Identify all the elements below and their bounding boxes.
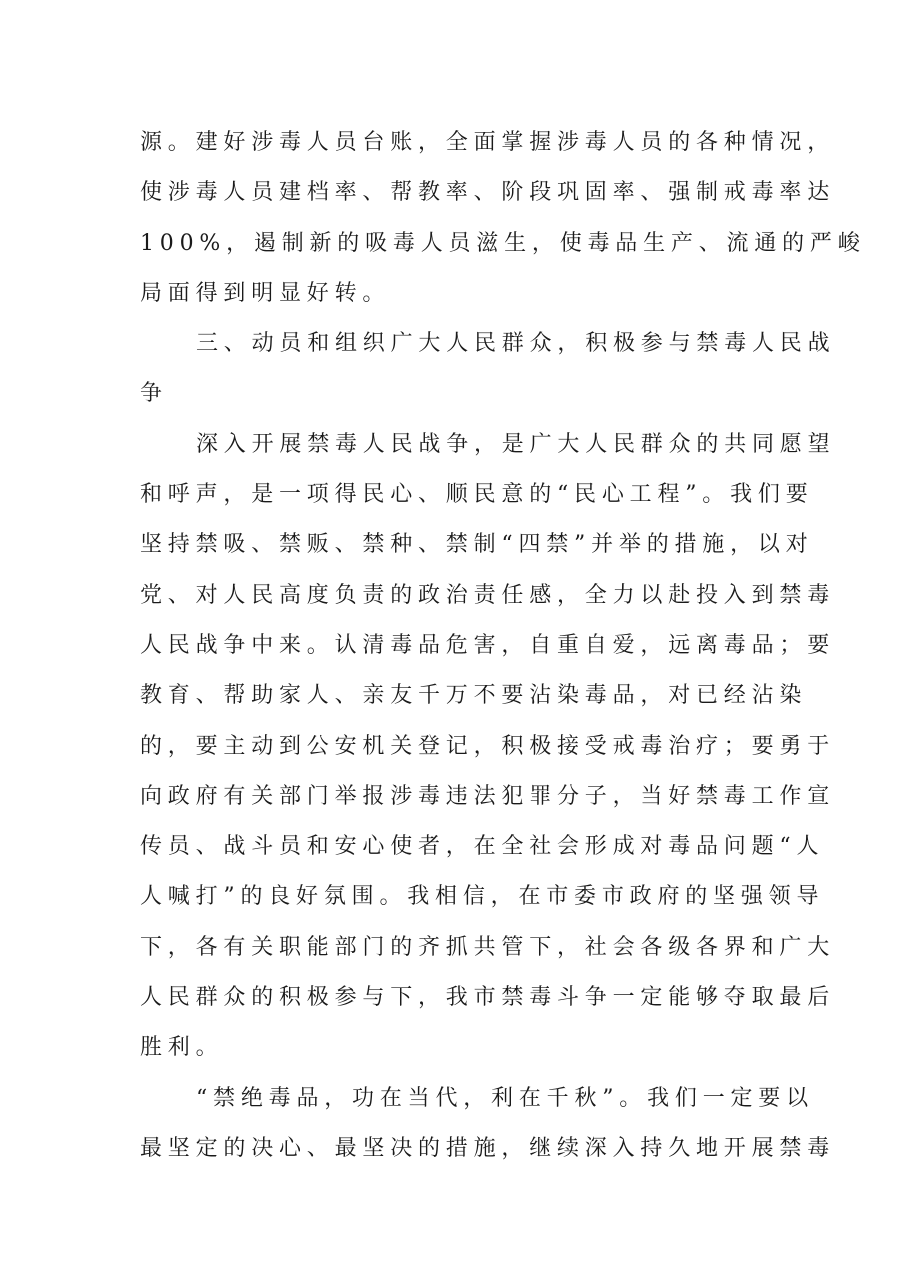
text-line: 100%，遏制新的吸毒人员滋生，使毒品生产、流通的严峻 [140,230,866,256]
text-line: 胜利。 [140,1035,224,1061]
text-line: 最坚定的决心、最坚决的措施，继续深入持久地开展禁毒 [140,1135,836,1161]
text-line: 下，各有关职能部门的齐抓共管下，社会各级各界和广大 [140,934,836,960]
text-line: 和呼声，是一项得民心、顺民意的“民心工程”。我们要 [140,482,814,508]
text-line: “禁绝毒品，功在当代，利在千秋”。我们一定要以 [196,1085,814,1111]
text-line: 深入开展禁毒人民战争，是广大人民群众的共同愿望 [196,431,836,457]
text-line: 坚持禁吸、禁贩、禁种、禁制“四禁”并举的措施，以对 [140,532,814,558]
text-line: 人民战争中来。认清毒品危害，自重自爱，远离毒品；要 [140,632,836,658]
text-line: 人民群众的积极参与下，我市禁毒斗争一定能够夺取最后 [140,985,836,1011]
text-line: 人喊打”的良好氛围。我相信，在市委市政府的坚强领导 [140,884,825,910]
text-line: 向政府有关部门举报涉毒违法犯罪分子，当好禁毒工作宣 [140,783,836,809]
text-line: 党、对人民高度负责的政治责任感，全力以赴投入到禁毒 [140,582,836,608]
document-body [140,118,866,1174]
text-line: 局面得到明显好转。 [140,280,391,306]
text-line: 的，要主动到公安机关登记，积极接受戒毒治疗；要勇于 [140,733,836,759]
text-line: 源。建好涉毒人员台账，全面掌握涉毒人员的各种情况， [140,130,836,155]
text-line: 使涉毒人员建档率、帮教率、阶段巩固率、强制戒毒率达 [140,180,836,206]
text-line: 传员、战斗员和安心使者，在全社会形成对毒品问题“人 [140,834,825,860]
text-line: 教育、帮助家人、亲友千万不要沾染毒品，对已经沾染 [140,683,808,709]
section-heading-continuation: 争 [140,381,168,407]
section-heading: 三、动员和组织广大人民群众，积极参与禁毒人民战 [196,331,836,357]
